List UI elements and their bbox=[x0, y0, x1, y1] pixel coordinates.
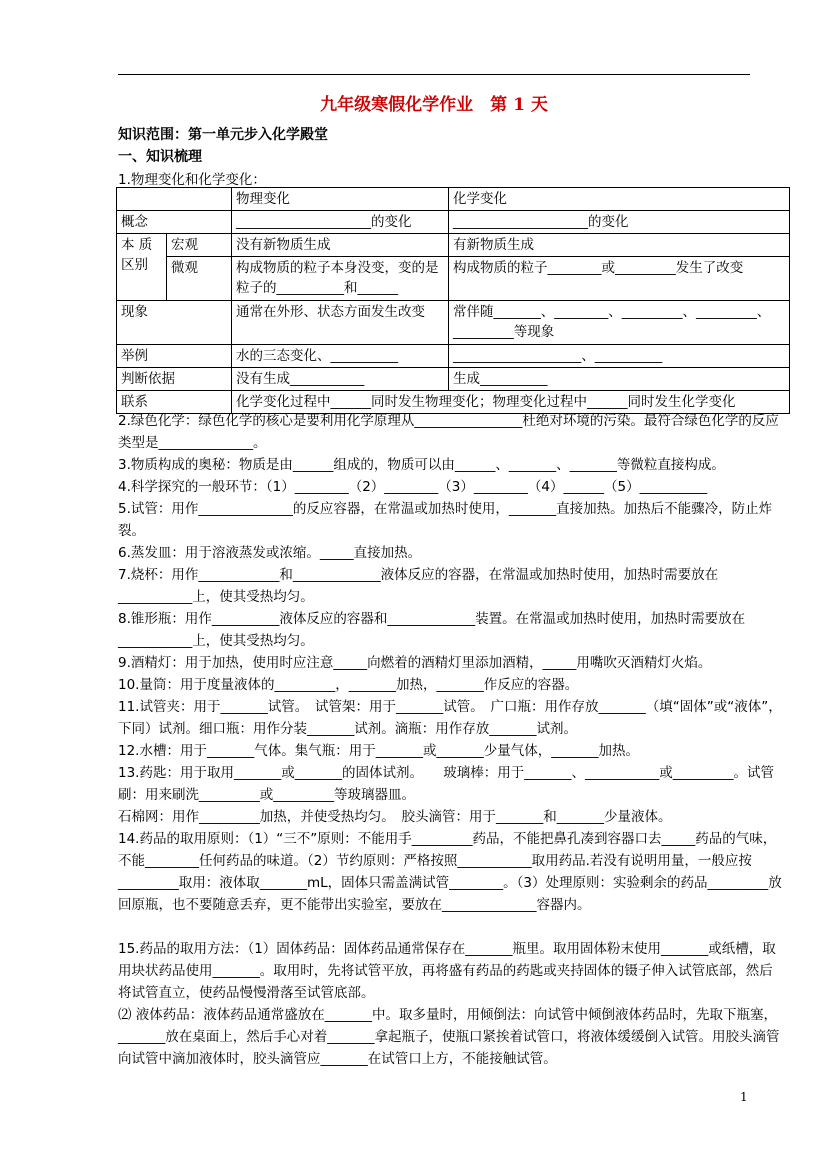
table-cell: 微观 bbox=[167, 257, 232, 301]
section-heading: 一、知识梳理 bbox=[118, 149, 202, 165]
table-cell: ___________________、__________ bbox=[449, 345, 790, 368]
table-cell: 通常在外形、状态方面发生改变 bbox=[232, 301, 449, 345]
table-cell: 现象 bbox=[117, 301, 232, 345]
paragraph-11: 11.试管夹：用于_______试管。 试管架：用于_______试管。 广口瓶：用作存放_______（填“固体”或“液体”，下同）试剂。细口瓶：用作分装_______试剂。滴瓶：用作存放_______试剂。 bbox=[118, 699, 782, 737]
table-row bbox=[117, 301, 790, 345]
table-cell: ____________________的变化 bbox=[449, 211, 790, 234]
paragraph-asbestos: 石棉网：用作_________加热，并使受热均匀。 胶头滴管：用于_______和_______少量液体。 bbox=[118, 809, 672, 825]
table-cell bbox=[117, 188, 232, 211]
table-cell: 生成__________ bbox=[449, 368, 790, 391]
table-cell-nature: 本 质 区别 bbox=[117, 234, 167, 301]
table-row bbox=[117, 257, 790, 301]
paragraph-8: 8.锥形瓶：用作__________液体反应的容器和_____________装置。在常温或加热时使用，加热时需要放在___________上，使其受热均匀。 bbox=[118, 611, 746, 649]
paragraph-6: 6.蒸发皿：用于溶液蒸发或浓缩。_____直接加热。 bbox=[118, 545, 422, 561]
paragraph-15: 15.药品的取用方法：（1）固体药品：固体药品通常保存在_______瓶里。取用固体粉末使用_______或纸槽，取用块状药品使用_______。取用时，先将试管平放，再将盛有药品的药匙或夹持固体的镊子伸入试管底部，然后将试管直立，使药品慢慢滑落至试管底部。 bbox=[118, 941, 776, 1001]
table-header-chemical: 化学变化 bbox=[449, 188, 790, 211]
table-row bbox=[117, 234, 790, 257]
table-cell: 化学变化过程中______同时发生物理变化；物理变化过程中______同时发生化学变化 bbox=[232, 391, 790, 414]
paragraph-10: 10.量筒：用于度量液体的_________，_______加热，_______作反应的容器。 bbox=[118, 677, 579, 693]
table-cell: 没有新物质生成 bbox=[232, 234, 449, 257]
page-number: 1 bbox=[740, 1090, 748, 1104]
table-cell: 联系 bbox=[117, 391, 232, 414]
page-title: 九年级寒假化学作业 第 1 天 bbox=[320, 95, 548, 115]
paragraph-2: 2.绿色化学：绿色化学的核心是要利用化学原理从________________杜绝对环境的污染。最符合绿色化学的反应类型是______________。 bbox=[118, 413, 779, 451]
table-cell: 构成物质的粒子本身没变，变的是粒子的__________和______ bbox=[232, 257, 449, 301]
paragraph-12: 12.水槽：用于_______气体。集气瓶：用于_______或_______少量气体，_______加热。 bbox=[118, 743, 639, 759]
table-cell: 举例 bbox=[117, 345, 232, 368]
table-row bbox=[117, 368, 790, 391]
table-cell: 常伴随_______、________、_________、_________、_________等现象 bbox=[449, 301, 790, 345]
header-rule bbox=[118, 74, 750, 75]
comparison-table bbox=[116, 187, 790, 414]
paragraph-4: 4.科学探究的一般环节：（1）________（2）________（3）________（4）______（5）__________ bbox=[118, 479, 708, 495]
paragraph-5: 5.试管：用作______________的反应容器，在常温或加热时使用，_______直接加热。加热后不能骤冷，防止炸裂。 bbox=[118, 501, 773, 539]
table-cell: 宏观 bbox=[167, 234, 232, 257]
paragraph-7: 7.烧杯：用作____________和_____________液体反应的容器，在常温或加热时使用，加热时需要放在___________上，使其受热均匀。 bbox=[118, 567, 719, 605]
table-cell: 概念 bbox=[117, 211, 232, 234]
table-row bbox=[117, 211, 790, 234]
paragraph-14: 14.药品的取用原则：（1）“三不”原则：不能用手_________药品，不能把鼻孔凑到容器口去_____药品的气味，不能________任何药品的味道。（2）节约原则：严格按照___________取用药品.若没有说明用量，一般应按_________取用：液体取_______mL，固体只需盖满试管________。（3）处理原则：实验剩余的药品_________放回原瓶，也不要随意丢弃，更不能带出实验室，要放在______________容器内。 bbox=[118, 831, 782, 913]
paragraph-15-liquid: ⑵ 液体药品：液体药品通常盛放在_______中。取多量时，用倾倒法：向试管中倾倒液体药品时，先取下瓶塞，_______放在桌面上，然后手心对着_______拿起瓶子，使瓶口紧挨着试管口，将液体缓缓倒入试管。用胶头滴管向试管中滴加液体时，胶头滴管应_______在试管口上方，不能接触试管。 bbox=[118, 1007, 780, 1067]
paragraph-13: 13.药匙：用于取用_______或_______的固体试剂。 玻璃棒：用于_______、___________或_________。试管刷：用来刷洗_________或_________等玻璃器皿。 bbox=[118, 765, 774, 803]
paragraph-9: 9.酒精灯：用于加热，使用时应注意_____向燃着的酒精灯里添加酒精，_____用嘴吹灭酒精灯火焰。 bbox=[118, 655, 712, 671]
table-cell: 水的三态变化、__________ bbox=[232, 345, 449, 368]
table-cell: 构成物质的粒子________或_________发生了改变 bbox=[449, 257, 790, 301]
table-cell: ____________________的变化 bbox=[232, 211, 449, 234]
table-cell: 判断依据 bbox=[117, 368, 232, 391]
table-row bbox=[117, 345, 790, 368]
item-1-label: 1.物理变化和化学变化： bbox=[118, 172, 266, 188]
knowledge-range: 知识范围：第一单元步入化学殿堂 bbox=[118, 127, 328, 143]
paragraph-3: 3.物质构成的奥秘：物质是由______组成的，物质可以由______、_______、_______等微粒直接构成。 bbox=[118, 457, 725, 473]
table-cell: 没有生成___________ bbox=[232, 368, 449, 391]
table-cell: 有新物质生成 bbox=[449, 234, 790, 257]
table-header-physical: 物理变化 bbox=[232, 188, 449, 211]
table-row bbox=[117, 188, 790, 211]
